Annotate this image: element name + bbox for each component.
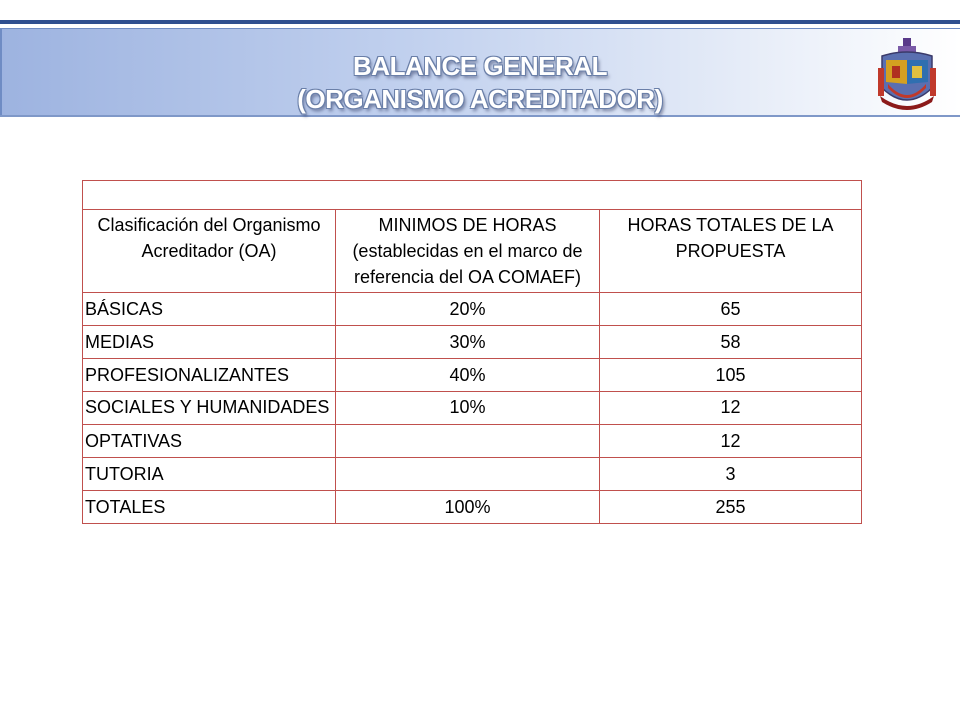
row-category: SOCIALES Y HUMANIDADES: [83, 392, 336, 425]
row-minimo: 20%: [336, 293, 600, 326]
row-minimo: 40%: [336, 359, 600, 392]
header-cell-horas-totales: HORAS TOTALES DE LA PROPUESTA: [600, 210, 862, 293]
row-horas: 3: [600, 458, 862, 491]
row-minimo: 10%: [336, 392, 600, 425]
table-row: [83, 293, 862, 326]
row-category: TOTALES: [83, 491, 336, 524]
row-minimo: [336, 425, 600, 458]
table-blank-cell: [83, 181, 862, 210]
row-category: BÁSICAS: [83, 293, 336, 326]
table-header-row: [83, 210, 862, 293]
row-horas: 255: [600, 491, 862, 524]
row-category: MEDIAS: [83, 326, 336, 359]
university-crest-icon: [876, 38, 938, 112]
row-category: TUTORIA: [83, 458, 336, 491]
table-blank-row: [83, 181, 862, 210]
table-row: [83, 458, 862, 491]
row-horas: 65: [600, 293, 862, 326]
header-cell-clasificacion: Clasificación del Organismo Acreditador (OA): [83, 210, 336, 293]
row-category: OPTATIVAS: [83, 425, 336, 458]
row-minimo: 30%: [336, 326, 600, 359]
table-row: [83, 359, 862, 392]
row-category: PROFESIONALIZANTES: [83, 359, 336, 392]
top-rule: [0, 20, 960, 24]
row-horas: 58: [600, 326, 862, 359]
balance-table: [82, 180, 862, 524]
header-cell-minimos: MINIMOS DE HORAS (establecidas en el marco de referencia del OA COMAEF): [336, 210, 600, 293]
row-minimo: 100%: [336, 491, 600, 524]
row-horas: 12: [600, 425, 862, 458]
row-minimo: [336, 458, 600, 491]
table-row: [83, 425, 862, 458]
table-row: [83, 326, 862, 359]
table-row: [83, 392, 862, 425]
row-horas: 12: [600, 392, 862, 425]
slide-title: [250, 50, 710, 116]
row-horas: 105: [600, 359, 862, 392]
title-line-1: BALANCE GENERAL: [353, 51, 607, 81]
title-line-2: (ORGANISMO ACREDITADOR): [297, 84, 663, 114]
table-row: [83, 491, 862, 524]
